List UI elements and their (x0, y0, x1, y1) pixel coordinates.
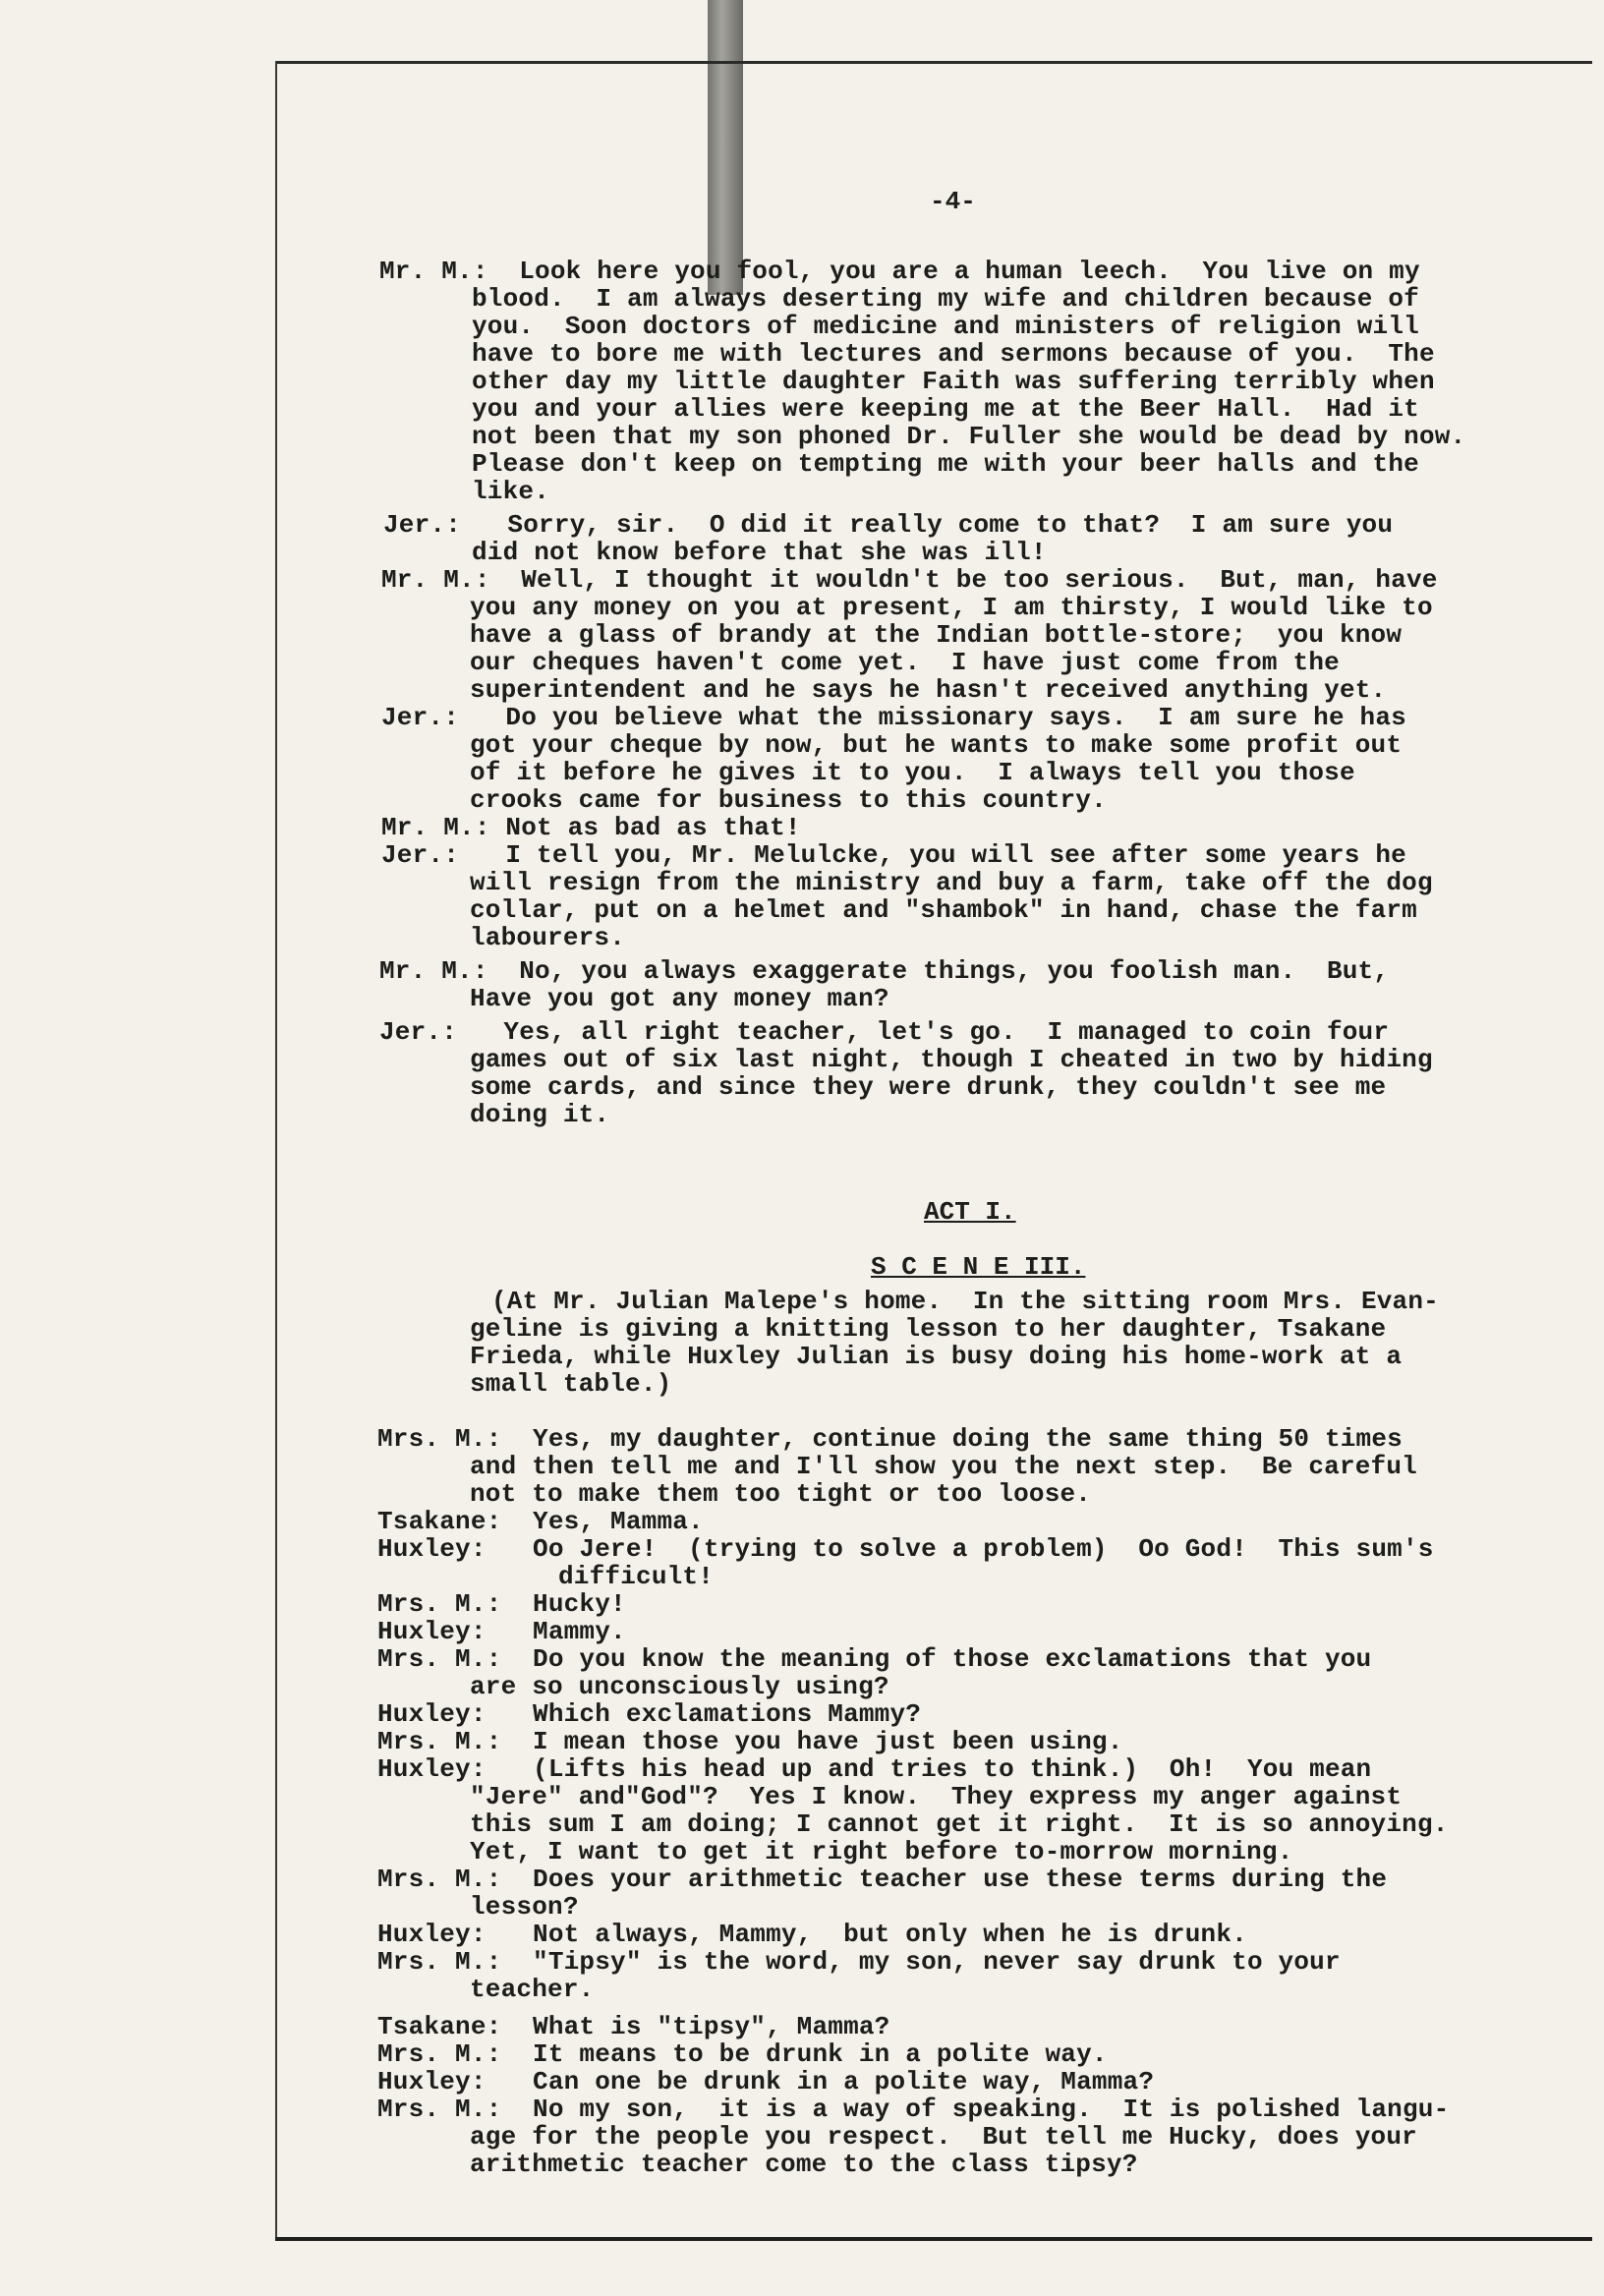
text-line: games out of six last night, though I cheated in two by hiding (470, 1045, 1433, 1074)
text-line: Yet, I want to get it right before to-morrow morning. (470, 1837, 1293, 1866)
text-line: doing it. (470, 1100, 610, 1129)
text-line: Frieda, while Huxley Julian is busy doing his home-work at a (470, 1342, 1403, 1371)
text-line: Mr. M.: Not as bad as that! (381, 813, 801, 842)
text-line: arithmetic teacher come to the class tipsy? (470, 2150, 1138, 2179)
text-line: and then tell me and I'll show you the next step. Be careful (470, 1452, 1417, 1481)
text-line: other day my little daughter Faith was suffering terribly when (472, 367, 1435, 396)
text-line: Jer.: Yes, all right teacher, let's go. I managed to coin four (379, 1017, 1390, 1047)
text-line: not been that my son phoned Dr. Fuller she would be dead by now. (472, 422, 1466, 451)
text-line: crooks came for business to this country. (470, 785, 1107, 815)
text-line: got your cheque by now, but he wants to make some profit out (470, 730, 1403, 760)
text-line: Huxley: (Lifts his head up and tries to think.) Oh! You mean (377, 1754, 1372, 1784)
text-line: Mrs. M.: It means to be drunk in a polite way. (377, 2039, 1108, 2069)
text-line: collar, put on a helmet and "shambok" in hand, chase the farm (470, 895, 1417, 925)
text-line: labourers. (470, 923, 626, 952)
text-line: are so unconsciously using? (470, 1672, 889, 1701)
text-line: Tsakane: Yes, Mamma. (377, 1507, 704, 1536)
text-line: Huxley: Oo Jere! (trying to solve a problem) Oo God! This sum's (377, 1534, 1434, 1564)
text-line: of it before he gives it to you. I always tell you those (470, 758, 1355, 787)
scene-heading: S C E N E III. (871, 1252, 1086, 1282)
text-line: not to make them too tight or too loose. (470, 1479, 1092, 1509)
text-line: you. Soon doctors of medicine and ministers of religion will (472, 312, 1419, 341)
text-line: our cheques haven't come yet. I have just come from the (470, 648, 1340, 677)
text-line: Huxley: Which exclamations Mammy? (377, 1699, 922, 1729)
text-line: Mrs. M.: Does your arithmetic teacher use these terms during the (377, 1865, 1388, 1894)
text-line: Mrs. M.: Do you know the meaning of those exclamations that you (377, 1644, 1372, 1674)
text-line: Mrs. M.: I mean those you have just been using. (377, 1727, 1123, 1756)
text-line: Huxley: Mammy. (377, 1617, 626, 1646)
text-line: Mrs. M.: Hucky! (377, 1589, 626, 1619)
text-line: Have you got any money man? (470, 984, 889, 1013)
text-line: Mr. M.: Look here you fool, you are a human leech. You live on my (379, 257, 1420, 286)
act-heading: ACT I. (924, 1197, 1016, 1227)
text-line: some cards, and since they were drunk, they couldn't see me (470, 1072, 1387, 1102)
page-border-top (275, 61, 1592, 64)
text-line: did not know before that she was ill! (472, 538, 1047, 567)
text-line: difficult! (558, 1562, 715, 1591)
text-line: Mrs. M.: No my son, it is a way of speaking. It is polished langu- (377, 2095, 1450, 2124)
text-line: Jer.: Do you believe what the missionary says. I am sure he has (381, 703, 1406, 732)
text-line: small table.) (470, 1369, 672, 1399)
text-line: will resign from the ministry and buy a farm, take off the dog (470, 868, 1433, 897)
text-line: lesson? (470, 1892, 579, 1922)
text-line: Huxley: Can one be drunk in a polite way, Mamma? (377, 2067, 1155, 2096)
text-line: teacher. (470, 1975, 595, 2004)
text-line: Huxley: Not always, Mammy, but only when he is drunk. (377, 1920, 1247, 1949)
text-line: have a glass of brandy at the Indian bottle-store; you know (470, 620, 1403, 650)
text-line: you and your allies were keeping me at the Beer Hall. Had it (472, 394, 1419, 424)
text-line: (At Mr. Julian Malepe's home. In the sitting room Mrs. Evan- (491, 1287, 1439, 1316)
text-line: age for the people you respect. But tell me Hucky, does your (470, 2122, 1417, 2152)
text-line: Jer.: I tell you, Mr. Melulcke, you will see after some years he (381, 840, 1406, 870)
text-line: Mr. M.: Well, I thought it wouldn't be too serious. But, man, have (381, 565, 1438, 595)
text-line: "Jere" and"God"? Yes I know. They express my anger against (470, 1782, 1403, 1811)
text-line: have to bore me with lectures and sermons because of you. The (472, 339, 1435, 369)
page-border-left (275, 61, 277, 2238)
text-line: Mrs. M.: Yes, my daughter, continue doing the same thing 50 times (377, 1424, 1403, 1454)
text-line: you any money on you at present, I am thirsty, I would like to (470, 593, 1433, 622)
text-line: Tsakane: What is "tipsy", Mamma? (377, 2012, 890, 2041)
text-line: Jer.: Sorry, sir. O did it really come to that? I am sure you (383, 510, 1394, 540)
page-border-bottom (275, 2237, 1592, 2241)
binding-strip (708, 0, 743, 295)
text-line: Mr. M.: No, you always exaggerate things, you foolish man. But, (379, 956, 1390, 986)
text-line: geline is giving a knitting lesson to her daughter, Tsakane (470, 1314, 1387, 1344)
text-line: this sum I am doing; I cannot get it right. It is so annoying. (470, 1809, 1449, 1839)
text-line: Please don't keep on tempting me with your beer halls and the (472, 449, 1419, 479)
text-line: superintendent and he says he hasn't received anything yet. (470, 675, 1387, 705)
text-line: blood. I am always deserting my wife and children because of (472, 284, 1419, 314)
text-line: like. (472, 477, 550, 506)
page-number: -4- (930, 187, 976, 216)
text-line: Mrs. M.: "Tipsy" is the word, my son, never say drunk to your (377, 1947, 1341, 1977)
